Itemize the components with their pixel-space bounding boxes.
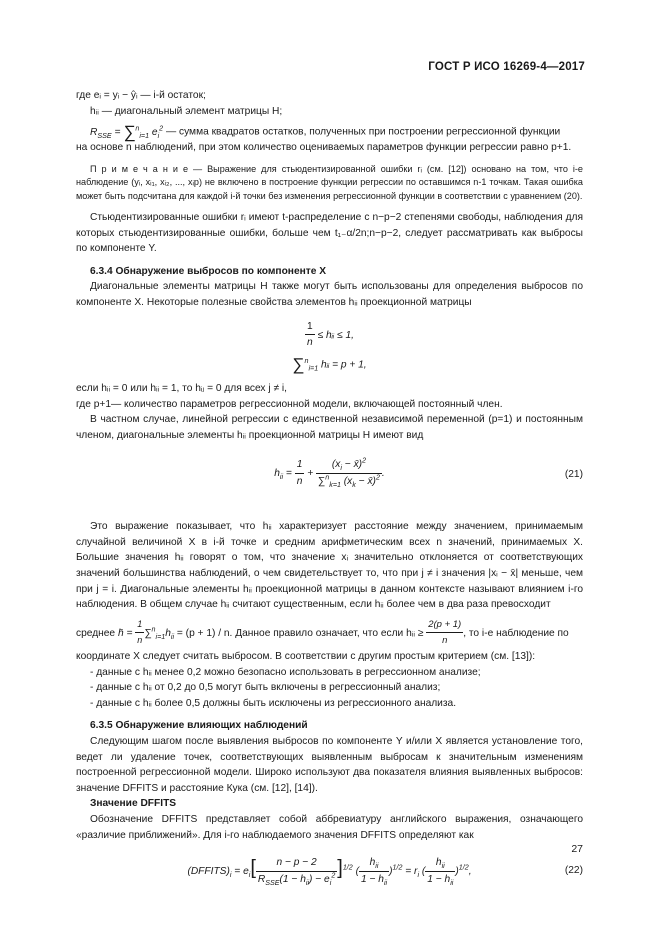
formula-sum-hii: ∑$^n_{i=1}$ hᵢᵢ = p + 1, <box>292 354 367 374</box>
sec634-p1: Диагональные элементы матрицы H также могут быть использованы для определения выбросов по компоненте X. Некоторые полезные свойства элементов hᵢᵢ проекционной матрицы <box>76 281 583 309</box>
bullet-2: - данные с hᵢᵢ от 0,2 до 0,5 могут быть включены в регрессионный анализ; <box>90 682 441 694</box>
threshold-fraction: $\frac{2(p + 1)}{n}$ <box>428 618 462 647</box>
eq22-body: $(DFFITS)_i = e_i$[ n − p − 2 $R_{SSE}(1 - h_{ii}) - e_i^2$ ]$^{1/2}$ ( $h_{ii}$ $1 - h_{ii}$ )$^{1/2} = r_i$ ( $h_{ii}$ $1 - h_{ii}$ )$^{1/2}$, <box>187 856 472 887</box>
eq21-number: (21) <box>564 469 583 481</box>
sec634-p6 <box>76 617 583 649</box>
page-number: 27 <box>571 843 583 855</box>
sec634-p2: если hᵢᵢ = 0 или hᵢᵢ = 1, то hᵢⱼ = 0 для всех j ≠ i, <box>76 382 287 394</box>
eq22-number: (22) <box>564 865 583 877</box>
note: П р и м е ч а н и е — Выражение для стьюдентизированной ошибки rᵢ (см. [12]) основано на том, что i-е наблюдение (yᵢ, xᵢ₁, xᵢ₂, ..., xᵢp) не включено в построение функции регрессии по оставшимся n-1 точкам. Такая ошибка может быть подсчитана для каждой i-й точки без изменения регрессионной функции в соответствии с уравнением (20). <box>76 163 583 201</box>
fraction-1-n: $\frac{1}{n}$ <box>307 320 313 349</box>
def-ei: где eᵢ = yᵢ − ŷᵢ — i-й остаток; <box>76 90 206 101</box>
eq21-body: $h_{ii}$ = $\frac{1}{n}$ + $\frac{(x_i - x̄)^2}{\sum^n_{k=1} (x_k - x̄)^2}$ . <box>274 456 385 489</box>
p6-end: , то i-е наблюдение по <box>463 627 569 639</box>
equation-22 <box>76 855 583 891</box>
section-6-3-5-title: 6.3.5 Обнаружение влияющих наблюдений <box>90 720 308 732</box>
rsse-symbol: $R_{SSE} = \sum^n_{i=1}$ $e_i^2$ <box>90 122 164 142</box>
def-hii: hᵢᵢ — диагональный элемент матрицы H; <box>90 105 283 117</box>
dffits-subtitle: Значение DFFITS <box>90 798 177 810</box>
bullet-3: - данные с hᵢᵢ более 0,5 должны быть исключены из регрессионного анализа. <box>90 697 457 709</box>
p6-start: среднее <box>76 627 116 639</box>
formula-sum-rhs: hᵢᵢ = p + 1, <box>321 359 367 371</box>
sum-symbol: ∑ <box>292 354 305 374</box>
sec634-p7: координате X следует считать выбросом. В соответствии с другим простым критерием (см. [13]): <box>76 651 536 663</box>
sec635-p1: Следующим шагом после выявления выбросов по компоненте Y и/или X является установление того, ведет ли удаление точек, соответствующих выявленным выбросам к значительным изменениям построенной регрессионной модели. Широко используют два показателя влияния выявленных выбросов: значение DFFITS и расстояние Кука (см. [12], [14]). <box>76 736 583 794</box>
def-rsse <box>76 124 583 140</box>
rsse-text-1: — сумма квадратов остатков, полученных при построении регрессионной функции <box>165 126 561 138</box>
sec634-p5: Это выражение показывает, что hᵢᵢ характеризует расстояние между значением, принимаемым случайной величиной X в i-й точке и средним арифметическим всех n значений, принимаемых X. Большие значения hᵢᵢ говорят о том, что значение xᵢ значительно отклоняется от соответствующих значений большинства наблюдений, о чем свидетельствует то, что при j ≠ i значения |xᵢ − x̄| меньше, чем при j = i. Диагональные элементы hᵢᵢ проекционной матрицы в данном контексте называют влиянием i-го наблюдения. В общем случае hᵢᵢ считают существенным, если hᵢᵢ более чем в два раза превосходит <box>76 521 583 611</box>
formula-bounds <box>76 319 583 351</box>
formula-bounds-rhs: ≤ hᵢᵢ ≤ 1, <box>317 329 354 341</box>
sec635-p2: Обозначение DFFITS представляет собой аббревиатуру английского выражения, означающего «различие приближений». Для i-го наблюдаемого значения DFFITS определяют как <box>76 813 583 841</box>
section-6-3-4-title: 6.3.4 Обнаружение выбросов по компоненте X <box>90 265 327 277</box>
page-content <box>76 88 583 891</box>
standard-header: ГОСТ Р ИСО 16269-4—2017 <box>428 61 585 73</box>
bullet-1: - данные с hᵢᵢ менее 0,2 можно безопасно использовать в регрессионном анализе; <box>90 666 481 678</box>
equation-21 <box>76 457 583 501</box>
sec634-p3: где p+1— количество параметров регрессионной модели, включающей постоянный член. <box>76 398 503 410</box>
def-rsse-cont: на основе n наблюдений, при этом количество оцениваемых параметров функции регрессии равно p+1. <box>76 142 572 154</box>
hbar-formula: h̄ = $\frac{1}{n}$ $\sum^n_{i=1}h_{ii}$ <box>117 618 175 646</box>
student-paragraph: Стьюдентизированные ошибки rᵢ имеют t-распределение с n−p−2 степенями свободы, наблюдения для которых стьюдентизированные ошибки, больше чем t₁₋α/2n;n−p−2, следует рассматривать как выбросы по компоненте Y. <box>76 212 583 255</box>
p6-middle: = (p + 1) / n. Данное правило означает, что если hᵢᵢ ≥ <box>176 627 424 639</box>
sec634-p4: В частном случае, линейной регрессии с единственной независимой переменной (p=1) и постоянным членом, диагональные элементы hᵢᵢ проекционной матрицы H имеют вид <box>76 414 583 441</box>
